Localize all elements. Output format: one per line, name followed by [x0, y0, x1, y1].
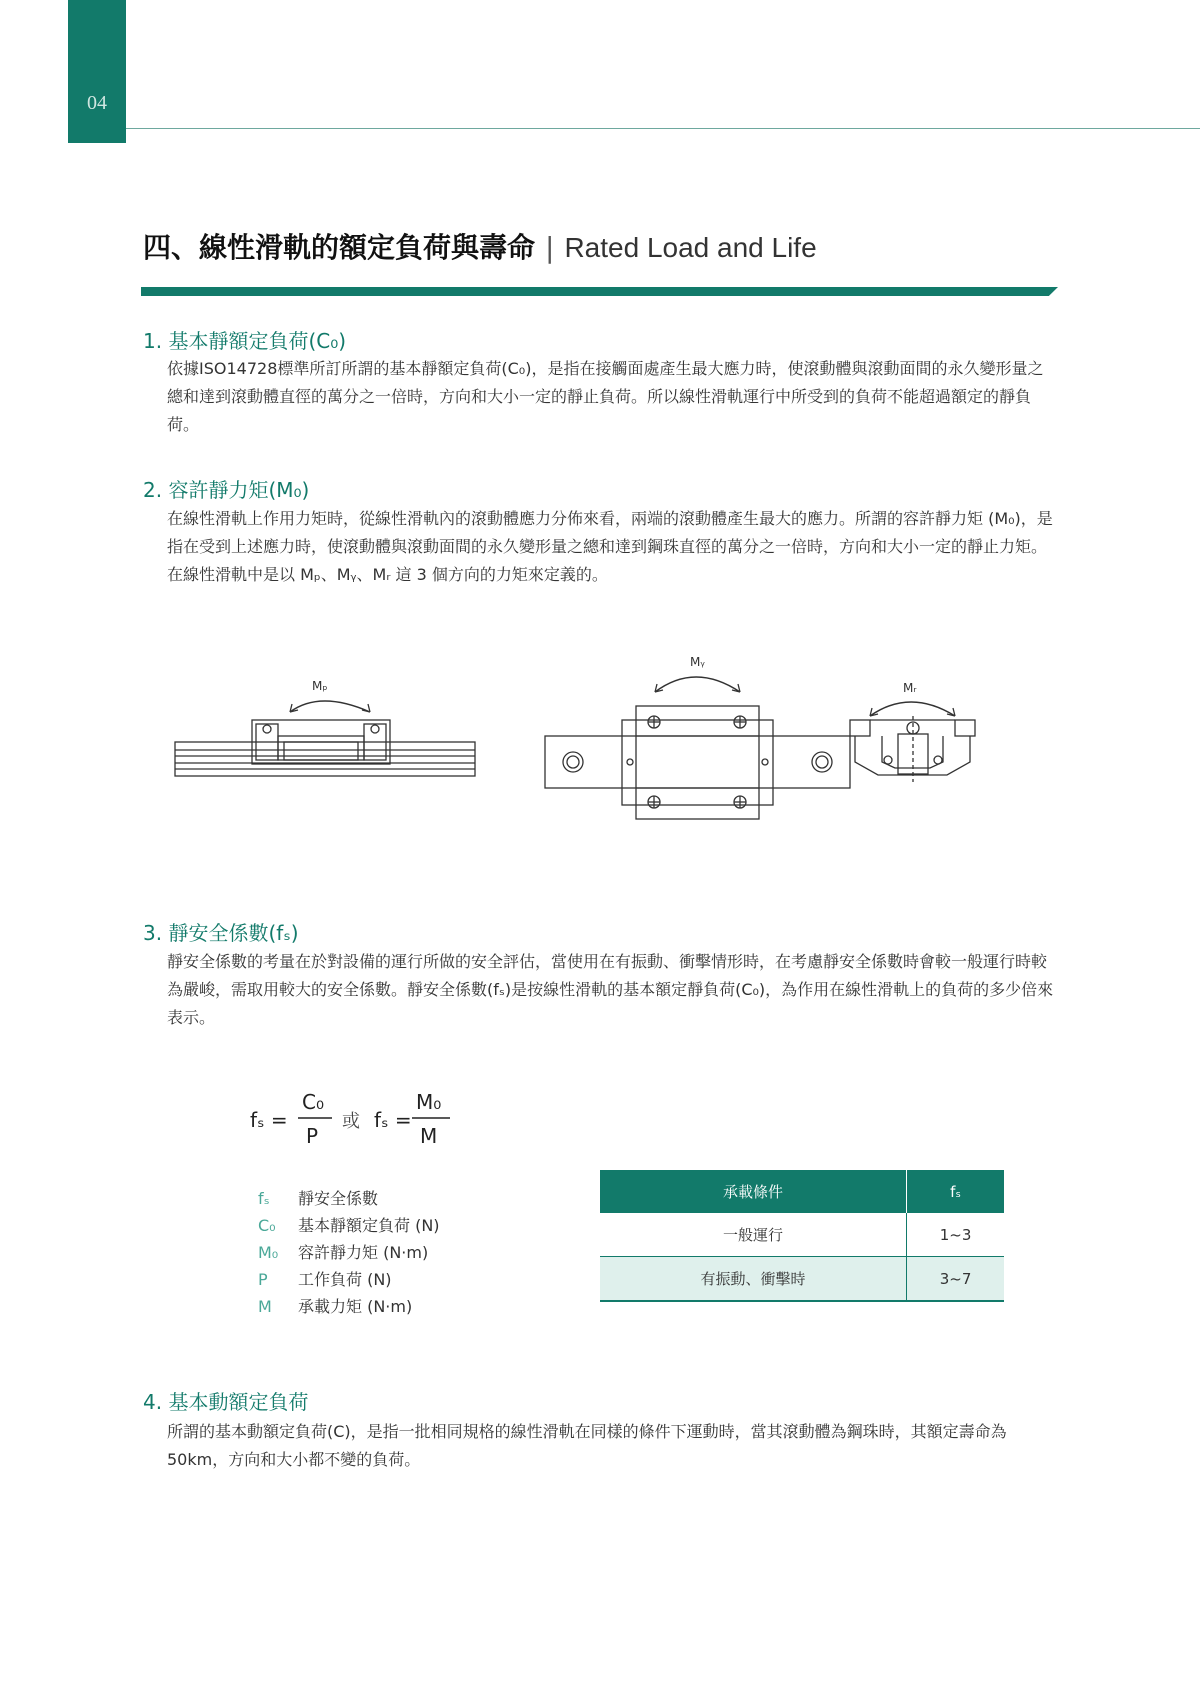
- section-4-body: 所謂的基本動額定負荷(C)，是指一批相同規格的線性滑軌在同樣的條件下運動時，當其滾動體為鋼珠時，其額定壽命為50km，方向和大小都不變的負荷。: [167, 1422, 1007, 1469]
- legend-description: 工作負荷 (N): [298, 1270, 392, 1289]
- title-separator: |: [545, 231, 555, 264]
- my-label: Mᵧ: [690, 655, 705, 669]
- page-title: [143, 226, 817, 266]
- legend-description: 基本靜額定負荷 (N): [298, 1216, 440, 1235]
- table-cell: 有振動、衝擊時: [600, 1257, 907, 1302]
- table-row: [600, 1213, 1004, 1257]
- safety-factor-table: [600, 1170, 1004, 1302]
- legend-symbol: fₛ: [258, 1189, 270, 1208]
- legend-symbol: C₀: [258, 1216, 276, 1235]
- section-3-body: 靜安全係數的考量在於對設備的運行所做的安全評估，當使用在有振動、衝擊情形時，在考慮靜安全係數時會較一般運行時較為嚴峻，需取用較大的安全係數。靜安全係數(fₛ)是按線性滑軌的基本額定靜負荷(C₀)，為作用在線性滑軌上的負荷的多少倍來表示。: [167, 952, 1054, 1027]
- legend-description: 容許靜力矩 (N·m): [298, 1243, 429, 1262]
- my-diagram: [545, 677, 850, 819]
- mp-diagram: [175, 701, 475, 776]
- section-2-body: 在線性滑軌上作用力矩時，從線性滑軌內的滾動體應力分佈來看，兩端的滾動體產生最大的應力。所謂的容許靜力矩 (M₀)，是指在受到上述應力時，使滾動體與滾動面間的永久變形量之總和達到鋼珠直徑的萬分之一倍時，方向和大小一定的靜止力矩。在線性滑軌中是以 Mₚ、Mᵧ、Mᵣ 這 3 個方向的力矩來定義的。: [167, 509, 1053, 584]
- section-3-heading: 3. 靜安全係數(fₛ): [143, 921, 299, 945]
- table-cell: 一般運行: [600, 1213, 907, 1257]
- mr-diagram: [850, 702, 975, 782]
- legend-description: 靜安全係數: [298, 1189, 379, 1208]
- mp-label: Mₚ: [312, 679, 328, 693]
- section-4-heading: 4. 基本動額定負荷: [143, 1390, 309, 1414]
- section-1-heading: 1. 基本靜額定負荷(C₀): [143, 329, 347, 353]
- legend-description: 承載力矩 (N·m): [298, 1297, 413, 1316]
- formula-numerator-2: M₀: [416, 1090, 442, 1114]
- title-en: Rated Load and Life: [564, 232, 817, 263]
- page-number: 04: [87, 92, 107, 114]
- section-1-body: 依據ISO14728標準所訂所謂的基本靜額定負荷(C₀)，是指在接觸面處產生最大應力時，使滾動體與滾動面間的永久變形量之總和達到滾動體直徑的萬分之一倍時，方向和大小一定的靜止負荷。所以線性滑軌運行中所受到的負荷不能超過額定的靜負荷。: [167, 359, 1044, 434]
- formula-lhs-1: fₛ =: [250, 1108, 288, 1132]
- symbol-legend: [258, 1185, 558, 1320]
- legend-item: [258, 1239, 558, 1266]
- formula-or: 或: [342, 1111, 360, 1132]
- legend-symbol: M₀: [258, 1243, 279, 1262]
- formula-numerator-1: C₀: [302, 1090, 324, 1114]
- table-header-condition: 承載條件: [600, 1170, 907, 1213]
- table-header-row: [600, 1170, 1004, 1213]
- title-zh: 四、線性滑軌的額定負荷與壽命: [143, 231, 536, 264]
- legend-symbol: P: [258, 1270, 268, 1289]
- legend-item: [258, 1212, 558, 1239]
- legend-item: [258, 1293, 558, 1320]
- formula-lhs-2: fₛ =: [374, 1108, 412, 1132]
- title-underline-bar: [141, 287, 1058, 296]
- table-row: [600, 1257, 1004, 1302]
- safety-factor-formula: [250, 1085, 510, 1155]
- formula-denominator-2: M: [420, 1124, 438, 1148]
- legend-symbol: M: [258, 1297, 272, 1316]
- table-header-fs: fₛ: [907, 1170, 1004, 1213]
- legend-item: [258, 1185, 558, 1212]
- legend-item: [258, 1266, 558, 1293]
- section-2-heading: 2. 容許靜力矩(M₀): [143, 478, 310, 502]
- table-cell: 1~3: [907, 1213, 1004, 1257]
- mr-label: Mᵣ: [903, 681, 917, 695]
- page-tab: [68, 0, 126, 143]
- formula-denominator-1: P: [306, 1124, 319, 1148]
- moment-diagrams: [160, 650, 1060, 850]
- table-cell: 3~7: [907, 1257, 1004, 1302]
- header-rule: [126, 128, 1200, 129]
